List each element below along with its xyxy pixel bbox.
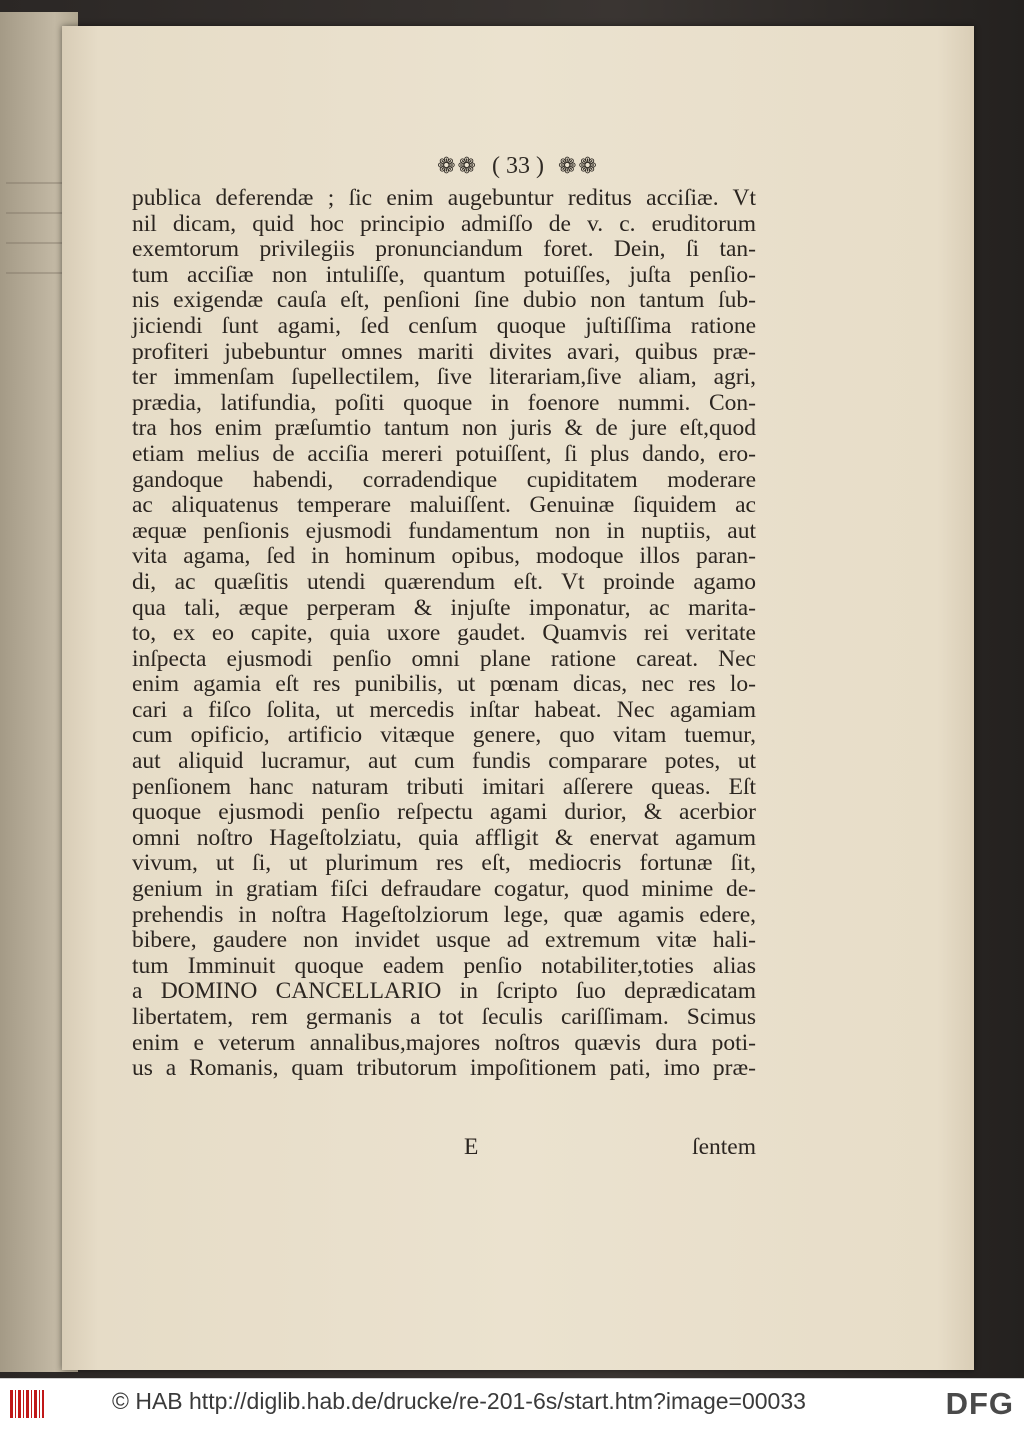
text-line: penſionem hanc naturam tributi imitari aſſerere queas. Eſt xyxy=(132,773,756,800)
text-line: libertatem, rem germanis a tot ſeculis cariſſimam. Scimus xyxy=(132,1004,756,1030)
text-line: a DOMINO CANCELLARIO in ſcripto ſuo deprædicatam xyxy=(132,978,756,1005)
text-line: publica deferendæ ; ſic enim augebuntur reditus acciſiæ. Vt xyxy=(132,185,756,211)
bleed-through-line xyxy=(6,272,66,274)
text-line: nis exigendæ cauſa eſt, penſioni ſine dubio non tantum ſub- xyxy=(132,287,756,314)
text-line: exemtorum privilegiis pronunciandum foret. Dein, ſi tan- xyxy=(132,236,756,263)
text-line: tra hos enim præſumtio tantum non juris & de jure eſt,quod xyxy=(132,415,756,442)
text-line: jiciendi ſunt agami, ſed cenſum quoque juſtiſſima ratione xyxy=(132,312,756,339)
page-footer-line xyxy=(132,1134,756,1162)
book-page xyxy=(62,26,974,1370)
text-line: tum Imminuit quoque eadem penſio notabiliter,toties alias xyxy=(132,952,756,979)
text-line: vita agama, ſed in hominum opibus, modoque illos paran- xyxy=(132,543,756,570)
catchword: ſentem xyxy=(692,1134,756,1160)
text-line: nil dicam, quid hoc principio admiſſo de v. c. eruditorum xyxy=(132,210,756,237)
text-line: æquæ penſionis ejusmodi fundamentum non in nuptiis, aut xyxy=(132,517,756,544)
text-line: ter immenſam ſupellectilem, ſive literariam,ſive aliam, agri, xyxy=(132,364,756,391)
source-credit-link[interactable]: © HAB http://diglib.hab.de/drucke/re-201-6s/start.htm?image=00033 xyxy=(112,1388,806,1414)
running-header xyxy=(62,152,974,180)
text-line: bibere, gaudere non invidet usque ad extremum vitæ hali- xyxy=(132,927,756,954)
body-text xyxy=(132,186,756,1082)
signature-mark: E xyxy=(464,1134,479,1160)
dfg-logo: DFG xyxy=(945,1386,1014,1421)
left-ornament: ❁❁ xyxy=(437,153,478,179)
library-barcode-icon xyxy=(10,1390,44,1418)
text-line: inſpecta ejusmodi penſio omni plane ratione careat. Nec xyxy=(132,645,756,672)
text-line: gandoque habendi, corradendique cupiditatem moderare xyxy=(132,466,756,493)
text-line: prædia, latifundia, poſiti quoque in foenore nummi. Con- xyxy=(132,389,756,416)
credit-bar xyxy=(0,1378,1024,1429)
text-line: to, ex eo capite, quia uxore gaudet. Quamvis rei veritate xyxy=(132,620,756,647)
page-number: ( 33 ) xyxy=(492,152,544,179)
text-line: aut aliquid lucramur, aut cum fundis comparare potes, ut xyxy=(132,748,756,775)
bleed-through-line xyxy=(6,182,66,184)
text-line: etiam melius de acciſia mereri potuiſſent, ſi plus dando, ero- xyxy=(132,440,756,467)
bleed-through-line xyxy=(6,212,66,214)
text-line: prehendis in noſtra Hageſtolziorum lege, quæ agamis edere, xyxy=(132,901,756,928)
text-line: cari a fiſco ſolita, ut mercedis inſtar habeat. Nec agamiam xyxy=(132,696,756,723)
bleed-through-line xyxy=(6,242,66,244)
text-line: profiteri jubebuntur omnes mariti divites avari, quibus præ- xyxy=(132,338,756,365)
text-line: di, ac quæſitis utendi quærendum eſt. Vt proinde agamo xyxy=(132,568,756,595)
text-line: quoque ejusmodi penſio reſpectu agami durior, & acerbior xyxy=(132,799,756,826)
text-line: omni noſtro Hageſtolziatu, quia affligit & enervat agamum xyxy=(132,824,756,851)
text-line: genium in gratiam fiſci defraudare cogatur, quod minime de- xyxy=(132,876,756,903)
right-ornament: ❁❁ xyxy=(557,153,599,179)
text-line: enim e veterum annalibus,majores noſtros quævis dura poti- xyxy=(132,1029,756,1056)
text-line: qua tali, æque perperam & injuſte imponatur, ac marita- xyxy=(132,594,756,621)
text-line: ac aliquatenus temperare maluiſſent. Genuinæ ſiquidem ac xyxy=(132,492,756,519)
text-line: cum opificio, artificio vitæque genere, quo vitam tuemur, xyxy=(132,722,756,749)
text-line: tum acciſiæ non intuliſſe, quantum potuiſſes, juſta penſio- xyxy=(132,261,756,288)
text-line: vivum, ut ſi, ut plurimum res eſt, mediocris fortunæ ſit, xyxy=(132,850,756,877)
text-line: enim agamia eſt res punibilis, ut pœnam dicas, nec res lo- xyxy=(132,671,756,698)
text-line: us a Romanis, quam tributorum impoſitionem pati, imo præ- xyxy=(132,1055,756,1082)
